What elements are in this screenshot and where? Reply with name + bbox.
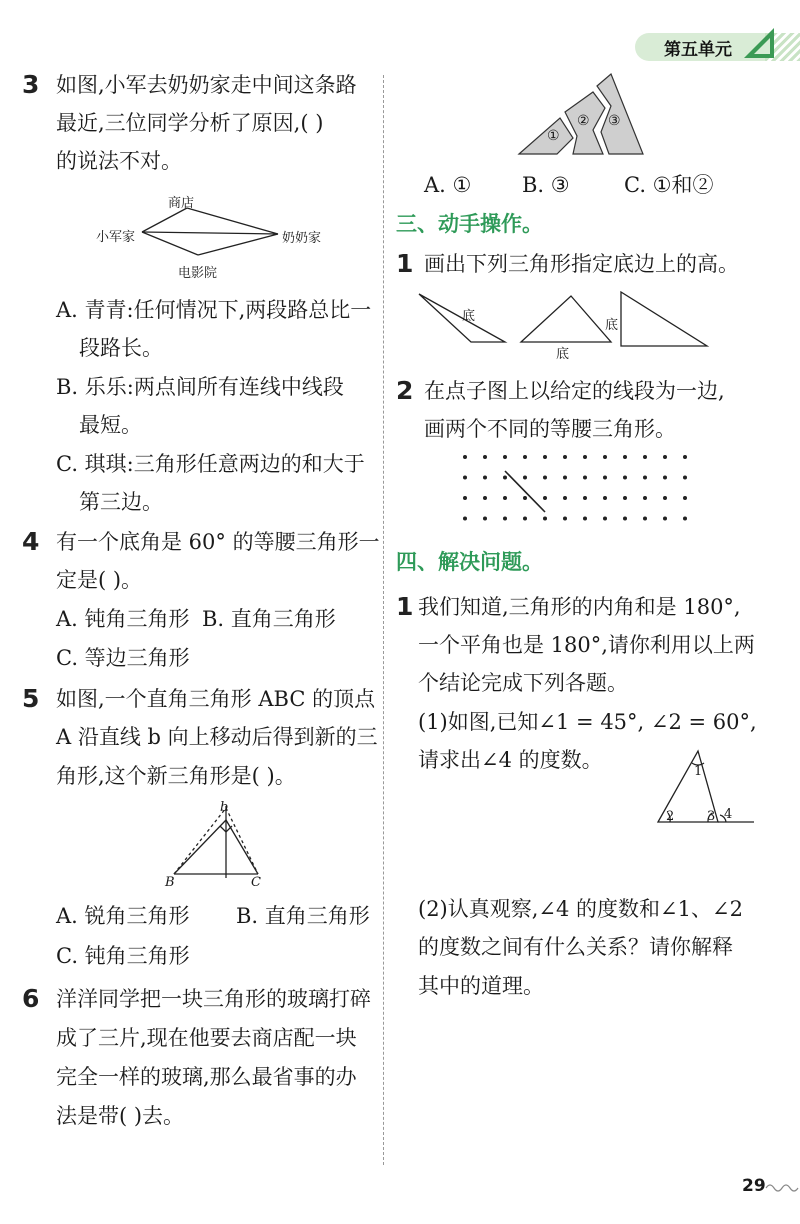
grid-dot	[663, 476, 667, 480]
grid-dot	[543, 455, 547, 459]
label-home: 小军家	[96, 230, 136, 245]
ruler-icon	[742, 24, 776, 60]
q6-line: 成了三片,现在他要去商店配一块	[56, 1026, 357, 1050]
q2-line: 在点子图上以给定的线段为一边,	[424, 379, 725, 403]
option-b: B. ③	[522, 173, 570, 197]
q4-line: 有一个底角是 60° 的等腰三角形一	[56, 530, 380, 554]
option-b: B. 直角三角形	[236, 904, 370, 928]
s4-q1-line: 我们知道,三角形的内角和是 180°,	[418, 595, 741, 619]
grid-dot	[663, 455, 667, 459]
unit-label: 第五单元	[664, 40, 732, 60]
question-number: 1	[396, 249, 414, 278]
grid-dot	[663, 517, 667, 521]
grid-dot	[543, 517, 547, 521]
angle-3-label: 3	[707, 809, 716, 824]
base-label: 底	[462, 309, 476, 324]
label-cinema: 电影院	[178, 266, 218, 281]
grid-dot	[563, 455, 567, 459]
grid-dot	[503, 517, 507, 521]
option-a: A. ①	[424, 173, 472, 197]
grid-dot	[643, 517, 647, 521]
s4-q1-part2: 其中的道理。	[418, 974, 544, 998]
grid-dot	[503, 476, 507, 480]
q6-line: 法是带( )去。	[56, 1104, 185, 1128]
grid-dot	[603, 496, 607, 500]
grid-dot	[463, 455, 467, 459]
option-c: C. ①和②	[624, 173, 714, 197]
angle-4-label: 4	[724, 807, 733, 822]
option-a: A. 锐角三角形	[56, 904, 190, 928]
q2-line: 画两个不同的等腰三角形。	[424, 417, 676, 441]
q3-line: 最近,三位同学分析了原因,( )	[56, 111, 324, 135]
grid-dot	[563, 517, 567, 521]
grid-dot	[683, 476, 687, 480]
q5-line: A 沿直线 b 向上移动后得到新的三	[56, 725, 378, 749]
grid-dot	[643, 496, 647, 500]
piece-2-label: ②	[577, 113, 590, 129]
option-c: C. 等边三角形	[56, 646, 190, 670]
label-vertex-c: C	[251, 875, 261, 890]
grid-dot	[623, 496, 627, 500]
option-b-cont: 最短。	[79, 413, 142, 437]
grid-dot	[683, 496, 687, 500]
base-label: 底	[556, 347, 570, 362]
grid-dot	[523, 455, 527, 459]
grid-dot	[463, 517, 467, 521]
grid-dot	[503, 496, 507, 500]
grid-dot	[623, 476, 627, 480]
grid-dot	[463, 476, 467, 480]
s4-q1-part1: 请求出∠4 的度数。	[418, 748, 603, 772]
option-a: A. 钝角三角形	[56, 607, 190, 631]
q4-line: 定是( )。	[56, 568, 143, 592]
option-c-cont: 第三边。	[79, 490, 163, 514]
piece-1-label: ①	[547, 128, 560, 144]
dot-grid	[458, 450, 708, 536]
grid-dot	[683, 455, 687, 459]
q6-line: 完全一样的玻璃,那么最省事的办	[56, 1065, 357, 1089]
question-number: 1	[396, 592, 414, 621]
s4-q1-part2: 的度数之间有什么关系？请你解释	[418, 935, 733, 959]
grid-dot	[523, 517, 527, 521]
label-grandma: 奶奶家	[282, 231, 322, 246]
option-c: C. 钝角三角形	[56, 944, 190, 968]
grid-dot	[543, 476, 547, 480]
grid-dot	[643, 476, 647, 480]
option-b: B. 直角三角形	[202, 607, 336, 631]
angle-2-label: 2	[666, 809, 675, 824]
grid-dot	[483, 517, 487, 521]
grid-dot	[463, 496, 467, 500]
angle-1-label: 1	[694, 764, 703, 779]
grid-dot	[503, 455, 507, 459]
option-a-cont: 段路长。	[79, 336, 163, 360]
q3-line: 的说法不对。	[56, 149, 182, 173]
grid-dot	[583, 476, 587, 480]
grid-dot	[523, 476, 527, 480]
column-divider	[383, 75, 384, 1165]
piece-3-label: ③	[608, 113, 621, 129]
question-number: 6	[22, 984, 40, 1013]
question-number: 2	[396, 376, 414, 405]
option-b: B. 乐乐:两点间所有连线中线段	[56, 375, 344, 399]
grid-dot	[603, 476, 607, 480]
grid-dot	[543, 496, 547, 500]
page-number: 29	[742, 1176, 766, 1196]
label-shop: 商店	[168, 196, 195, 211]
grid-dot	[483, 476, 487, 480]
grid-dot	[583, 496, 587, 500]
grid-dot	[623, 455, 627, 459]
grid-dot	[603, 517, 607, 521]
q3-line: 如图,小军去奶奶家走中间这条路	[56, 73, 357, 97]
s4-q1-part2: (2)认真观察,∠4 的度数和∠1、∠2	[418, 897, 743, 921]
q6-line: 洋洋同学把一块三角形的玻璃打碎	[56, 987, 371, 1011]
base-label: 底	[605, 318, 619, 333]
label-vertex-b: B	[165, 875, 175, 890]
question-number: 5	[22, 684, 40, 713]
q5-line: 角形,这个新三角形是( )。	[56, 764, 296, 788]
grid-dot	[663, 496, 667, 500]
grid-dot	[583, 455, 587, 459]
grid-dot	[523, 496, 527, 500]
footer-wave-icon	[764, 1180, 800, 1194]
grid-dot	[623, 517, 627, 521]
q5-line: 如图,一个直角三角形 ABC 的顶点	[56, 687, 376, 711]
grid-dot	[643, 455, 647, 459]
grid-dot	[483, 455, 487, 459]
grid-dot	[683, 517, 687, 521]
option-a: A. 青青:任何情况下,两段路总比一	[56, 298, 372, 322]
grid-dot	[563, 476, 567, 480]
option-c: C. 琪琪:三角形任意两边的和大于	[56, 452, 365, 476]
section-title: 四、解决问题。	[396, 550, 543, 574]
s4-q1-line: 个结论完成下列各题。	[418, 671, 628, 695]
grid-dot	[583, 517, 587, 521]
s4-q1-part1: (1)如图,已知∠1 = 45°, ∠2 = 60°,	[418, 710, 757, 734]
question-number: 3	[22, 70, 40, 99]
grid-dot	[483, 496, 487, 500]
section-title: 三、动手操作。	[396, 212, 543, 236]
grid-dot	[563, 496, 567, 500]
question-number: 4	[22, 527, 40, 556]
s4-q1-line: 一个平角也是 180°,请你利用以上两	[418, 633, 755, 657]
grid-dot	[603, 455, 607, 459]
label-line-b: b	[220, 800, 229, 815]
q1-text: 画出下列三角形指定底边上的高。	[424, 252, 739, 276]
